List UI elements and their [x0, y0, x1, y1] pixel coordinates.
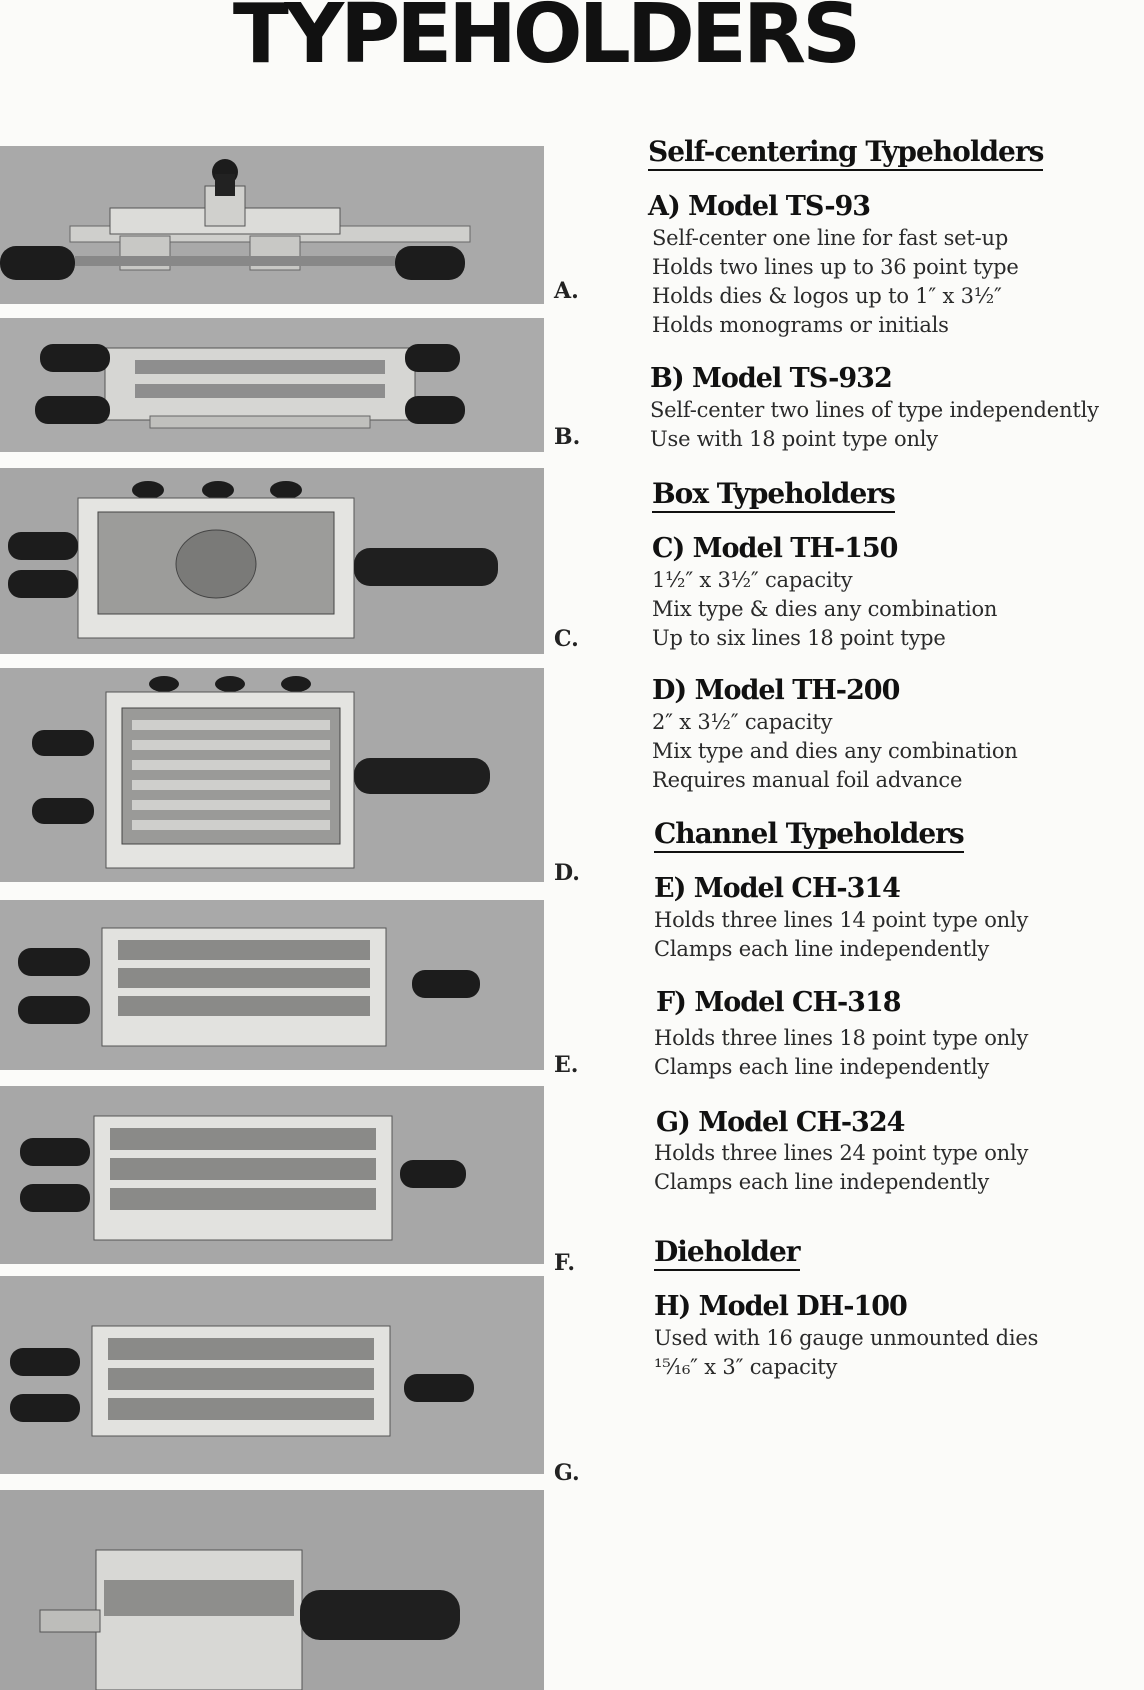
photo-dh-100	[0, 1490, 544, 1690]
photo-ts-932	[0, 318, 544, 452]
desc-line: Clamps each line independently	[654, 937, 990, 961]
model-ch-314: E) Model CH-314	[654, 873, 900, 904]
desc-line: Use with 18 point type only	[650, 427, 938, 451]
desc-line: Clamps each line independently	[654, 1170, 990, 1194]
page-title: TYPEHOLDERS	[232, 0, 858, 82]
photo-th-150	[0, 468, 544, 654]
desc-line: Holds two lines up to 36 point type	[652, 255, 1019, 279]
model-dh-100: H) Model DH-100	[654, 1291, 907, 1322]
desc-line: Requires manual foil advance	[652, 768, 963, 792]
photo-label-d: D.	[554, 860, 580, 886]
desc-line: Up to six lines 18 point type	[652, 626, 946, 650]
photo-th-200	[0, 668, 544, 882]
model-th-200: D) Model TH-200	[652, 675, 900, 706]
desc-line: Holds three lines 24 point type only	[654, 1141, 1029, 1165]
photo-ts-93	[0, 146, 544, 304]
heading-dieholder: Dieholder	[654, 1236, 800, 1271]
photo-label-e: E.	[554, 1052, 579, 1078]
model-ch-324: G) Model CH-324	[656, 1107, 905, 1138]
heading-self-centering: Self-centering Typeholders	[648, 136, 1043, 171]
photo-label-f: F.	[554, 1250, 576, 1276]
desc-line: Self-center one line for fast set-up	[652, 226, 1009, 250]
photo-ch-324	[0, 1276, 544, 1474]
desc-line: Holds three lines 18 point type only	[654, 1026, 1029, 1050]
photo-label-a: A.	[554, 278, 579, 304]
photo-ch-314	[0, 900, 544, 1070]
desc-line: Mix type and dies any combination	[652, 739, 1018, 763]
model-ts-93: A) Model TS-93	[648, 191, 871, 222]
photo-label-c: C.	[554, 626, 579, 652]
desc-line: Clamps each line independently	[654, 1055, 990, 1079]
desc-line: 2″ x 3½″ capacity	[652, 710, 833, 734]
desc-line: Used with 16 gauge unmounted dies	[654, 1326, 1039, 1350]
model-th-150: C) Model TH-150	[652, 533, 898, 564]
desc-line: Self-center two lines of type independently	[650, 398, 1099, 422]
desc-line: ¹⁵⁄₁₆″ x 3″ capacity	[654, 1355, 838, 1379]
model-ts-932: B) Model TS-932	[650, 363, 892, 394]
heading-box: Box Typeholders	[652, 478, 895, 513]
desc-line: Holds monograms or initials	[652, 313, 949, 337]
photo-label-g: G.	[554, 1460, 580, 1486]
photo-label-b: B.	[554, 424, 581, 450]
photo-ch-318	[0, 1086, 544, 1264]
desc-line: 1½″ x 3½″ capacity	[652, 568, 853, 592]
heading-channel: Channel Typeholders	[654, 818, 964, 853]
desc-line: Holds dies & logos up to 1″ x 3½″	[652, 284, 1002, 308]
model-ch-318: F) Model CH-318	[656, 987, 901, 1018]
desc-line: Holds three lines 14 point type only	[654, 908, 1029, 932]
desc-line: Mix type & dies any combination	[652, 597, 998, 621]
